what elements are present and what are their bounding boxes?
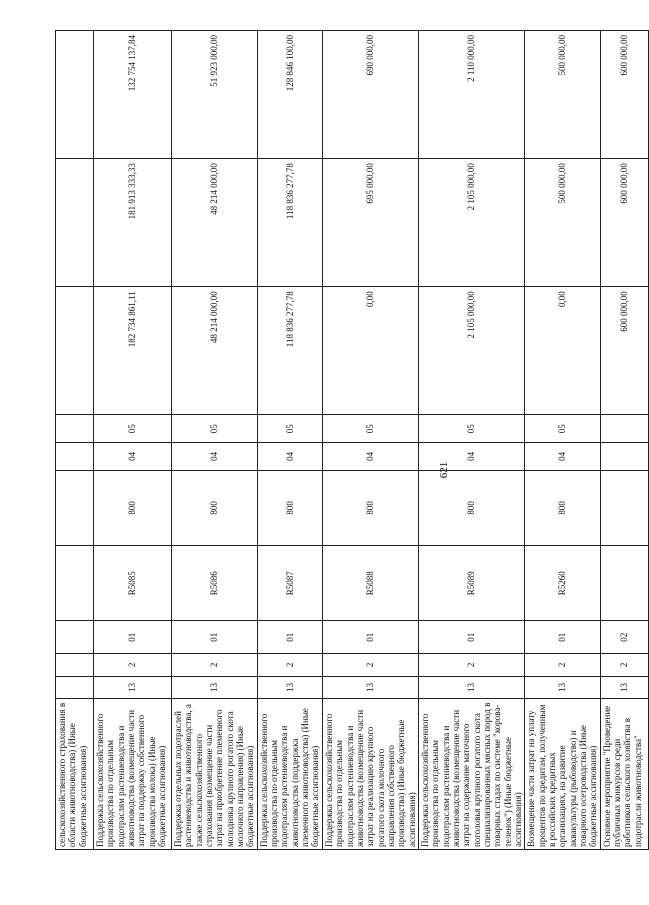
row-name-cell: Поддержка сельскохозяйственного производства по отдельным подотраслям растениеводства и животноводства (возмещение части затрат на реализацию крупного рогатого скота молочного направления собственного производства) (Иные бюджетные ассигнования) (322, 699, 418, 850)
row-name-cell: Возмещение части затрат на уплату процентов по кредитам, полученным в российских кредитных организациях, на развитие аквакультуры (рыбоводство) и товарного осетроводства (Иные бюджетные ассигнования) (525, 699, 600, 850)
program-code-cell: 13 (172, 676, 258, 699)
expense-type-cell: 800 (525, 470, 600, 545)
expense-type-cell (600, 470, 648, 545)
program-code-cell: 13 (257, 676, 322, 699)
amount-cell-1: 0,00 (525, 287, 600, 415)
subprogram-code-cell: 2 (525, 654, 600, 677)
subprogram-code-cell: 2 (600, 654, 648, 677)
amount-cell-1: 48 214 000,00 (172, 287, 258, 415)
subprogram-code-cell (56, 654, 94, 677)
section-cell (600, 443, 648, 471)
expense-type-cell: 800 (418, 470, 524, 545)
table-row (94, 31, 172, 850)
direction-code-cell: R5087 (257, 546, 322, 621)
subsection-cell: 05 (418, 415, 524, 443)
activity-code-cell: 01 (172, 621, 258, 654)
program-code-cell: 13 (94, 676, 172, 699)
amount-cell-2: 500 000,00 (525, 159, 600, 287)
amount-cell-3: 690 000,00 (322, 31, 418, 159)
amount-cell-2: 181 913 333,33 (94, 159, 172, 287)
expense-type-cell: 800 (172, 470, 258, 545)
direction-code-cell (600, 546, 648, 621)
activity-code-cell: 02 (600, 621, 648, 654)
table-row (56, 31, 94, 850)
section-cell: 04 (257, 443, 322, 471)
amount-cell-3: 128 846 100,00 (257, 31, 322, 159)
section-cell: 04 (94, 443, 172, 471)
amount-cell-1: 2 105 000,00 (418, 287, 524, 415)
amount-cell-3: 500 000,00 (525, 31, 600, 159)
program-code-cell: 13 (322, 676, 418, 699)
row-name-cell: Основное мероприятие "Проведение публичных конкурсов среди работников сельского хозяйства в подотрасли животноводства" (600, 699, 648, 850)
subsection-cell: 05 (322, 415, 418, 443)
table-row (600, 31, 648, 850)
row-name-cell: сельскохозяйственного страхования в области животноводства) (Иные бюджетные ассигнования) (56, 699, 94, 850)
amount-cell-1 (56, 287, 94, 415)
program-code-cell: 13 (525, 676, 600, 699)
expense-type-cell: 800 (257, 470, 322, 545)
section-cell: 04 (172, 443, 258, 471)
expense-type-cell: 800 (94, 470, 172, 545)
subprogram-code-cell: 2 (418, 654, 524, 677)
amount-cell-2 (56, 159, 94, 287)
direction-code-cell: R5088 (322, 546, 418, 621)
subprogram-code-cell: 2 (322, 654, 418, 677)
amount-cell-2: 118 836 277,78 (257, 159, 322, 287)
table-row (418, 31, 524, 850)
table-row (525, 31, 600, 850)
section-cell: 04 (418, 443, 524, 471)
subsection-cell (56, 415, 94, 443)
section-cell (56, 443, 94, 471)
section-cell: 04 (322, 443, 418, 471)
amount-cell-1: 600 000,00 (600, 287, 648, 415)
amount-cell-2: 48 214 000,00 (172, 159, 258, 287)
activity-code-cell: 01 (418, 621, 524, 654)
subprogram-code-cell: 2 (257, 654, 322, 677)
table-body (56, 31, 649, 850)
amount-cell-2: 2 105 000,00 (418, 159, 524, 287)
subsection-cell: 05 (94, 415, 172, 443)
amount-cell-3: 600 000,00 (600, 31, 648, 159)
budget-table (55, 30, 649, 850)
subsection-cell (600, 415, 648, 443)
amount-cell-3: 132 754 137,84 (94, 31, 172, 159)
amount-cell-1: 118 836 277,78 (257, 287, 322, 415)
activity-code-cell (56, 621, 94, 654)
program-code-cell (56, 676, 94, 699)
amount-cell-3: 2 110 000,00 (418, 31, 524, 159)
amount-cell-1: 0,00 (322, 287, 418, 415)
amount-cell-3: 51 923 000,00 (172, 31, 258, 159)
row-name-cell: Поддержка сельскохозяйственного производства по отдельным подотраслям растениеводства и животноводства (возмещение части затрат на содержание маточного поголовья крупного рогатого скота специализированных мясных пород в товарных стадах по системе "корова-теленок") (Иные бюджетные ассигнования) (418, 699, 524, 850)
direction-code-cell (56, 546, 94, 621)
activity-code-cell: 01 (94, 621, 172, 654)
subsection-cell: 05 (525, 415, 600, 443)
table-row (172, 31, 258, 850)
table-row (322, 31, 418, 850)
program-code-cell: 13 (418, 676, 524, 699)
subsection-cell: 05 (257, 415, 322, 443)
expense-type-cell: 800 (322, 470, 418, 545)
amount-cell-3 (56, 31, 94, 159)
activity-code-cell: 01 (322, 621, 418, 654)
amount-cell-2: 695 000,00 (322, 159, 418, 287)
row-name-cell: Поддержка сельскохозяйственного производства по отдельным подотраслям растениеводства и животноводства (поддержка племенного животноводства) (Иные бюджетные ассигнования) (257, 699, 322, 850)
expense-type-cell (56, 470, 94, 545)
amount-cell-1: 182 734 861,11 (94, 287, 172, 415)
direction-code-cell: R5260 (525, 546, 600, 621)
row-name-cell: Поддержка отдельных подотраслей растениеводства и животноводства, а также сельскохозяйственного страхования (возмещение части затрат на приобретение племенного молодняка крупного рогатого скота молочного направления) (Иные бюджетные ассигнования) (172, 699, 258, 850)
subprogram-code-cell: 2 (172, 654, 258, 677)
subsection-cell: 05 (172, 415, 258, 443)
subprogram-code-cell: 2 (94, 654, 172, 677)
section-cell: 04 (525, 443, 600, 471)
amount-cell-2: 600 000,00 (600, 159, 648, 287)
budget-table-container (55, 30, 643, 850)
program-code-cell: 13 (600, 676, 648, 699)
direction-code-cell: R5085 (94, 546, 172, 621)
table-row (257, 31, 322, 850)
activity-code-cell: 01 (525, 621, 600, 654)
row-name-cell: Поддержка сельскохозяйственного производства по отдельным подотраслям растениеводства и животноводства (возмещение части затрат на поддержку собственного производства молока) (Иные бюджетные ассигнования) (94, 699, 172, 850)
direction-code-cell: R5089 (418, 546, 524, 621)
page-number: 621 (438, 461, 450, 479)
direction-code-cell: R5086 (172, 546, 258, 621)
activity-code-cell: 01 (257, 621, 322, 654)
